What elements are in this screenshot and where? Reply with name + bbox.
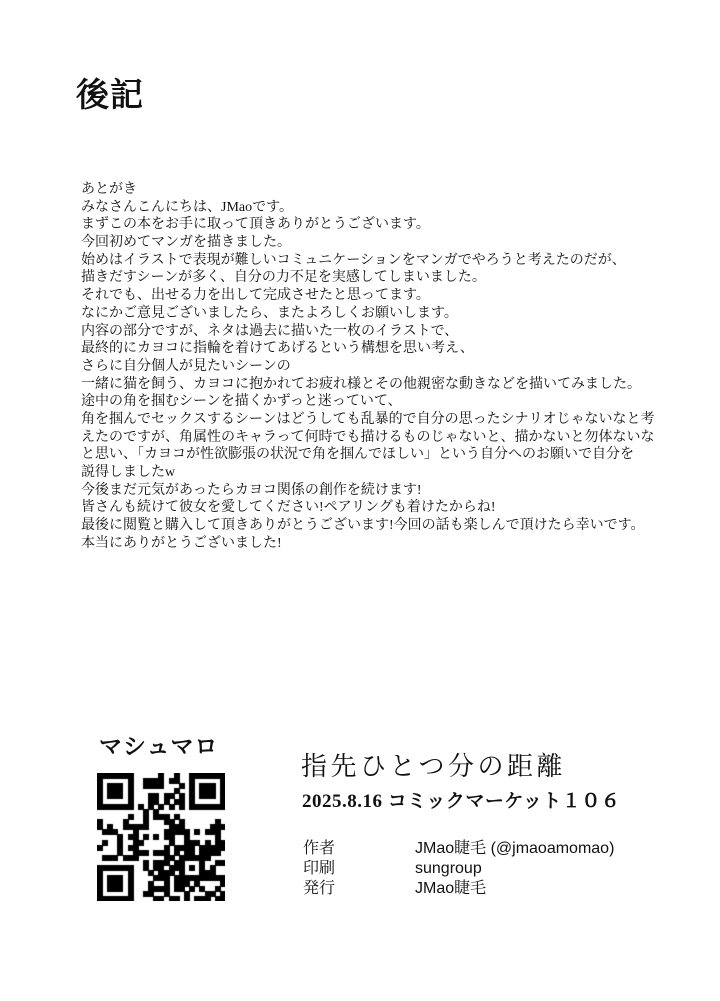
- book-title: 指先ひとつ分の距離: [301, 752, 566, 781]
- afterword-line: 本当にありがとうございました!: [81, 535, 282, 551]
- credit-row-printing: [303, 859, 614, 879]
- afterword-line: 内容の部分ですが、ネタは過去に描いた一枚のイラストで、: [81, 323, 459, 339]
- marshmallow-label: マシュマロ: [99, 734, 219, 759]
- afterword-line: まずこの本をお手に取って頂きありがとうございます。: [81, 217, 430, 233]
- event-info: 2025.8.16 コミックマーケット１０６: [302, 791, 621, 812]
- afterword-line: さらに自分個人が見たいシーンの: [81, 358, 291, 374]
- page-title: 後記: [76, 78, 144, 114]
- afterword-line: それでも、出せる力を出して完成させたと思ってます。: [81, 288, 430, 304]
- afterword-line: 描きだすシーンが多く、自分の力不足を実感してしまいました。: [81, 270, 486, 286]
- credit-row-publisher: [303, 879, 614, 899]
- afterword-line: なにかご意見ございましたら、またよろしくお願いします。: [81, 305, 458, 321]
- afterword-line: 途中の角を掴むシーンを描くかずっと迷っていて、: [81, 394, 402, 410]
- afterword-line: えたのですが、角属性のキャラって何時でも描けるものじゃないと、描かないと勿体ないな: [81, 429, 655, 445]
- afterword-line: あとがき: [81, 182, 137, 197]
- afterword-line: 角を掴んでセックスするシーンはどうしても乱暴的で自分の思ったシナリオじゃないなと考: [81, 411, 655, 427]
- afterword-line: 最後に閲覧と購入して頂きありがとうございます!今回の話も楽しんで頂けたら幸いです。: [81, 518, 645, 534]
- afterword-line: 今回初めてマンガを描きました。: [81, 235, 291, 251]
- credits-list: [303, 839, 614, 899]
- credit-value: JMao睫毛: [415, 880, 487, 897]
- afterword-line: 始めはイラストで表現が難しいコミュニケーションをマンガでやろうと考えたのだが、: [81, 252, 626, 268]
- afterword-line: 説得しましたw: [81, 465, 176, 480]
- credit-label: 発行: [303, 880, 336, 897]
- afterword-text: [81, 181, 654, 552]
- qr-code-icon: [97, 773, 225, 901]
- afterword-line: と思い、「カヨコが性欲膨張の状況で角を掴んでほしい」という自分へのお願いで自分を: [81, 447, 634, 463]
- credit-label: 作者: [303, 840, 336, 857]
- credit-row-author: [303, 839, 614, 859]
- credit-label: 印刷: [303, 860, 336, 877]
- afterword-line: みなさんこんにちは、JMaoです。: [81, 199, 293, 215]
- afterword-line: 皆さんも続けて彼女を愛してください!ペアリングも着けたからね!: [81, 500, 496, 516]
- afterword-line: 今後まだ元気があったらカヨコ関係の創作を続けます!: [81, 482, 422, 498]
- afterword-line: 一緒に猫を飼う、カヨコに抱かれてお疲れ様とその他親密な動きなどを描いてみました。: [81, 376, 641, 392]
- afterword-line: 最終的にカヨコに指輪を着けてあげるという構想を思い考え、: [81, 341, 474, 357]
- credit-value: sungroup: [415, 860, 482, 877]
- credit-value: JMao睫毛 (@jmaoamomao): [415, 840, 615, 857]
